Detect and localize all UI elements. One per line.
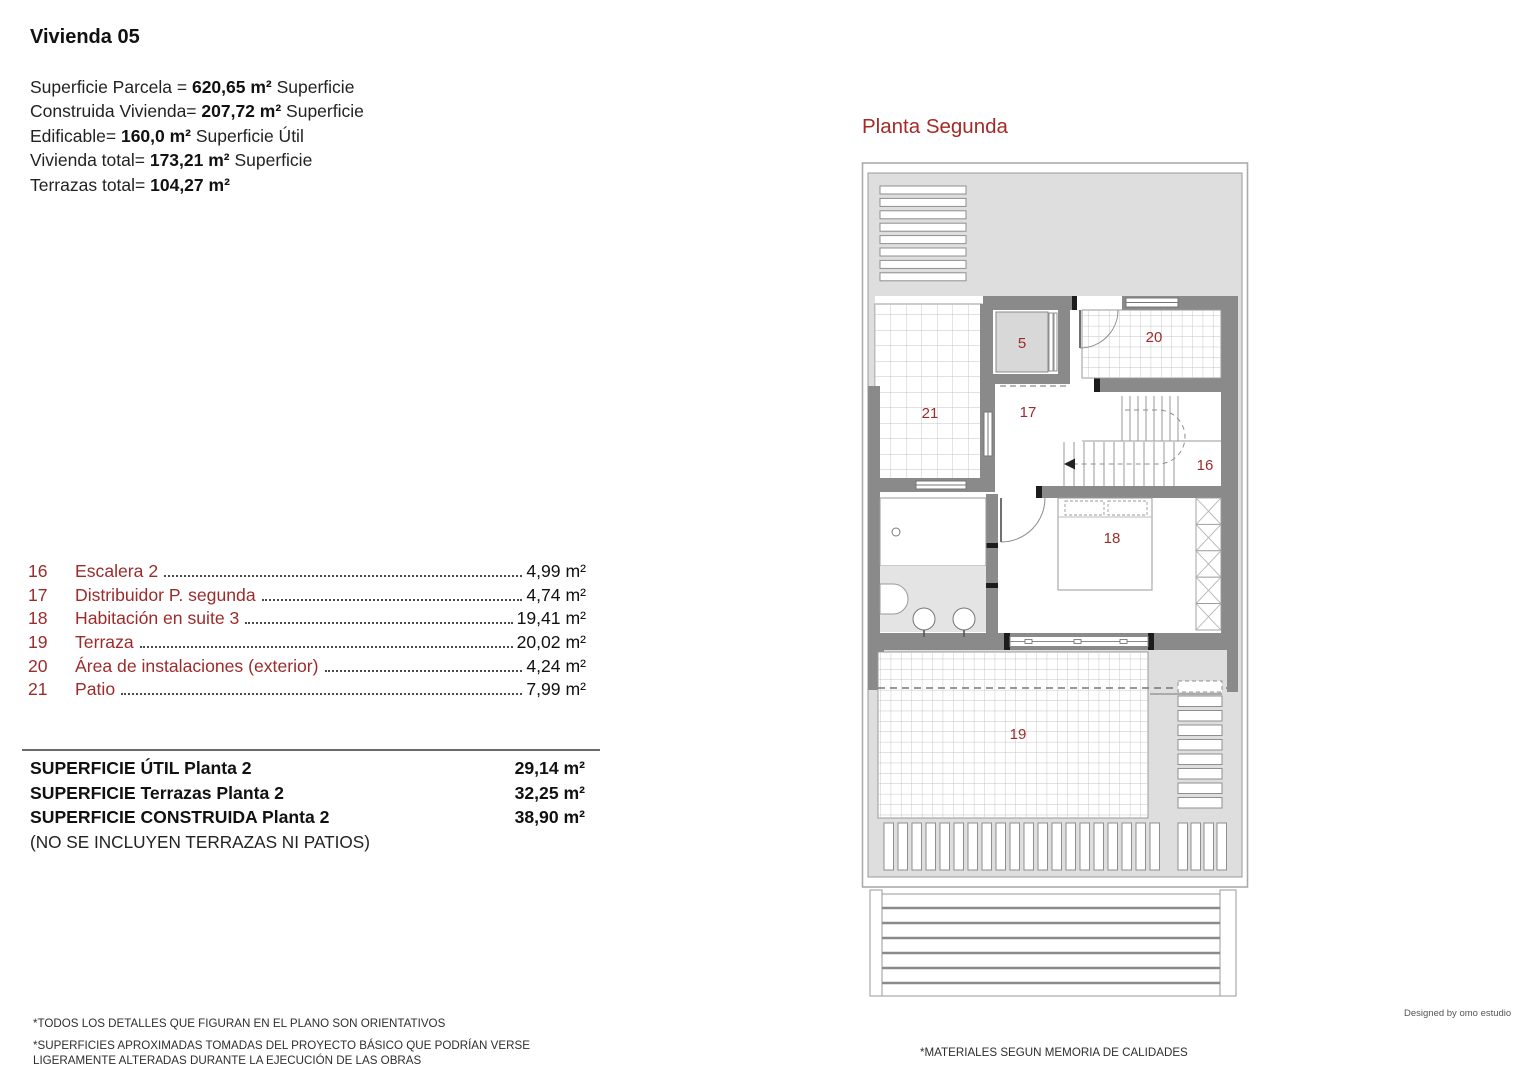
room-number: 20 bbox=[28, 655, 48, 676]
info-line bbox=[30, 173, 490, 197]
floorplan-drawing bbox=[860, 160, 1250, 1006]
room-list bbox=[28, 561, 586, 703]
label-room-21: 21 bbox=[921, 405, 939, 422]
summary-value: 29,14 m² bbox=[514, 758, 585, 778]
summary-row bbox=[30, 805, 585, 830]
room-name: Patio bbox=[75, 679, 116, 700]
room-number: 16 bbox=[28, 561, 48, 581]
room-area: 4,99 m² bbox=[526, 561, 586, 581]
sliding-door bbox=[1010, 637, 1148, 647]
info-value: 104,27 m² bbox=[150, 174, 230, 195]
info-suffix: Superficie bbox=[229, 150, 313, 171]
room-name: Área de instalaciones (exterior) bbox=[75, 655, 319, 676]
footnotes bbox=[33, 1016, 545, 1069]
room-name: Habitación en suite 3 bbox=[75, 608, 240, 629]
designer-credit: Designed by omo estudio bbox=[1404, 1008, 1512, 1019]
room-number: 18 bbox=[28, 608, 48, 629]
label-room-17: 17 bbox=[1019, 404, 1037, 421]
room-name: Distribuidor P. segunda bbox=[75, 584, 256, 605]
summary-value: 38,90 m² bbox=[514, 807, 585, 828]
room-area: 7,99 m² bbox=[526, 679, 586, 700]
dot-leader bbox=[121, 693, 522, 695]
surface-summary bbox=[22, 749, 600, 854]
info-value: 620,65 m² bbox=[191, 77, 272, 97]
wardrobe bbox=[1196, 498, 1221, 630]
room-list-row bbox=[28, 608, 586, 632]
info-value: 207,72 m² bbox=[201, 101, 282, 122]
summary-note: (NO SE INCLUYEN TERRAZAS NI PATIOS) bbox=[30, 831, 370, 852]
info-line bbox=[30, 99, 490, 123]
dot-leader bbox=[325, 670, 523, 672]
dot-leader bbox=[164, 575, 522, 577]
info-prefix: Edificable= bbox=[30, 125, 121, 146]
summary-label: SUPERFICIE CONSTRUIDA Planta 2 bbox=[30, 807, 330, 828]
room-list-row bbox=[28, 656, 586, 680]
footnote-orientativos: *TODOS LOS DETALLES QUE FIGURAN EN EL PLANO SON ORIENTATIVOS bbox=[33, 1017, 446, 1030]
summary-label: SUPERFICIE ÚTIL Planta 2 bbox=[30, 758, 252, 778]
room-name: Escalera 2 bbox=[75, 561, 159, 581]
room-list-row bbox=[28, 679, 586, 703]
shower-drain bbox=[892, 528, 900, 536]
toilet bbox=[880, 584, 908, 614]
room-list-row bbox=[28, 632, 586, 656]
summary-label: SUPERFICIE Terrazas Planta 2 bbox=[30, 782, 284, 803]
label-room-18: 18 bbox=[1103, 530, 1121, 547]
terrace-side-louvers bbox=[1178, 681, 1222, 808]
room-area: 19,41 m² bbox=[516, 608, 586, 629]
summary-row bbox=[30, 781, 585, 806]
room-number: 21 bbox=[28, 679, 48, 700]
label-room-19: 19 bbox=[1009, 726, 1027, 743]
room-area: 4,74 m² bbox=[526, 584, 586, 605]
sink bbox=[913, 608, 935, 630]
room-name: Terraza bbox=[75, 632, 134, 653]
room-number: 19 bbox=[28, 632, 48, 653]
footnote-superficies: *SUPERFICIES APROXIMADAS TOMADAS DEL PROYECTO BÁSICO QUE PODRÍAN VERSE LIGERAMENTE ALTERADAS DURANTE LA EJECUCIÓN DE LAS OBRAS bbox=[33, 1038, 530, 1067]
info-line bbox=[30, 148, 490, 172]
room-number: 17 bbox=[28, 584, 48, 605]
info-prefix: Terrazas total= bbox=[30, 174, 151, 195]
label-room-16: 16 bbox=[1196, 457, 1214, 474]
label-room-20: 20 bbox=[1145, 329, 1163, 346]
room-list-row bbox=[28, 585, 586, 609]
sink bbox=[953, 608, 975, 630]
info-value: 160,0 m² bbox=[120, 125, 192, 146]
room-list-row bbox=[28, 561, 586, 585]
dot-leader bbox=[262, 599, 523, 601]
info-prefix: Superficie Parcela = bbox=[30, 77, 192, 97]
dot-leader bbox=[140, 646, 513, 648]
dot-leader bbox=[245, 622, 512, 624]
room-area: 20,02 m² bbox=[516, 632, 586, 653]
room-area: 4,24 m² bbox=[526, 655, 586, 676]
info-prefix: Construida Vivienda= bbox=[30, 101, 202, 122]
surface-info-block bbox=[30, 75, 490, 197]
info-suffix: Superficie bbox=[271, 77, 355, 97]
materials-note: *MATERIALES SEGUN MEMORIA DE CALIDADES bbox=[920, 1046, 1188, 1059]
info-line bbox=[30, 75, 490, 99]
summary-value: 32,25 m² bbox=[514, 782, 585, 803]
document-title: Vivienda 05 bbox=[30, 26, 140, 48]
summary-row bbox=[30, 756, 585, 781]
info-value: 173,21 m² bbox=[149, 150, 230, 171]
info-suffix: Superficie bbox=[281, 101, 364, 122]
info-line bbox=[30, 124, 490, 148]
bathroom bbox=[880, 498, 986, 637]
label-room-5: 5 bbox=[1017, 335, 1027, 352]
plan-title: Planta Segunda bbox=[862, 115, 1008, 138]
pergola bbox=[870, 890, 1236, 996]
info-suffix: Superficie Útil bbox=[191, 125, 304, 146]
info-prefix: Vivienda total= bbox=[30, 150, 150, 171]
room-patio bbox=[875, 304, 982, 480]
